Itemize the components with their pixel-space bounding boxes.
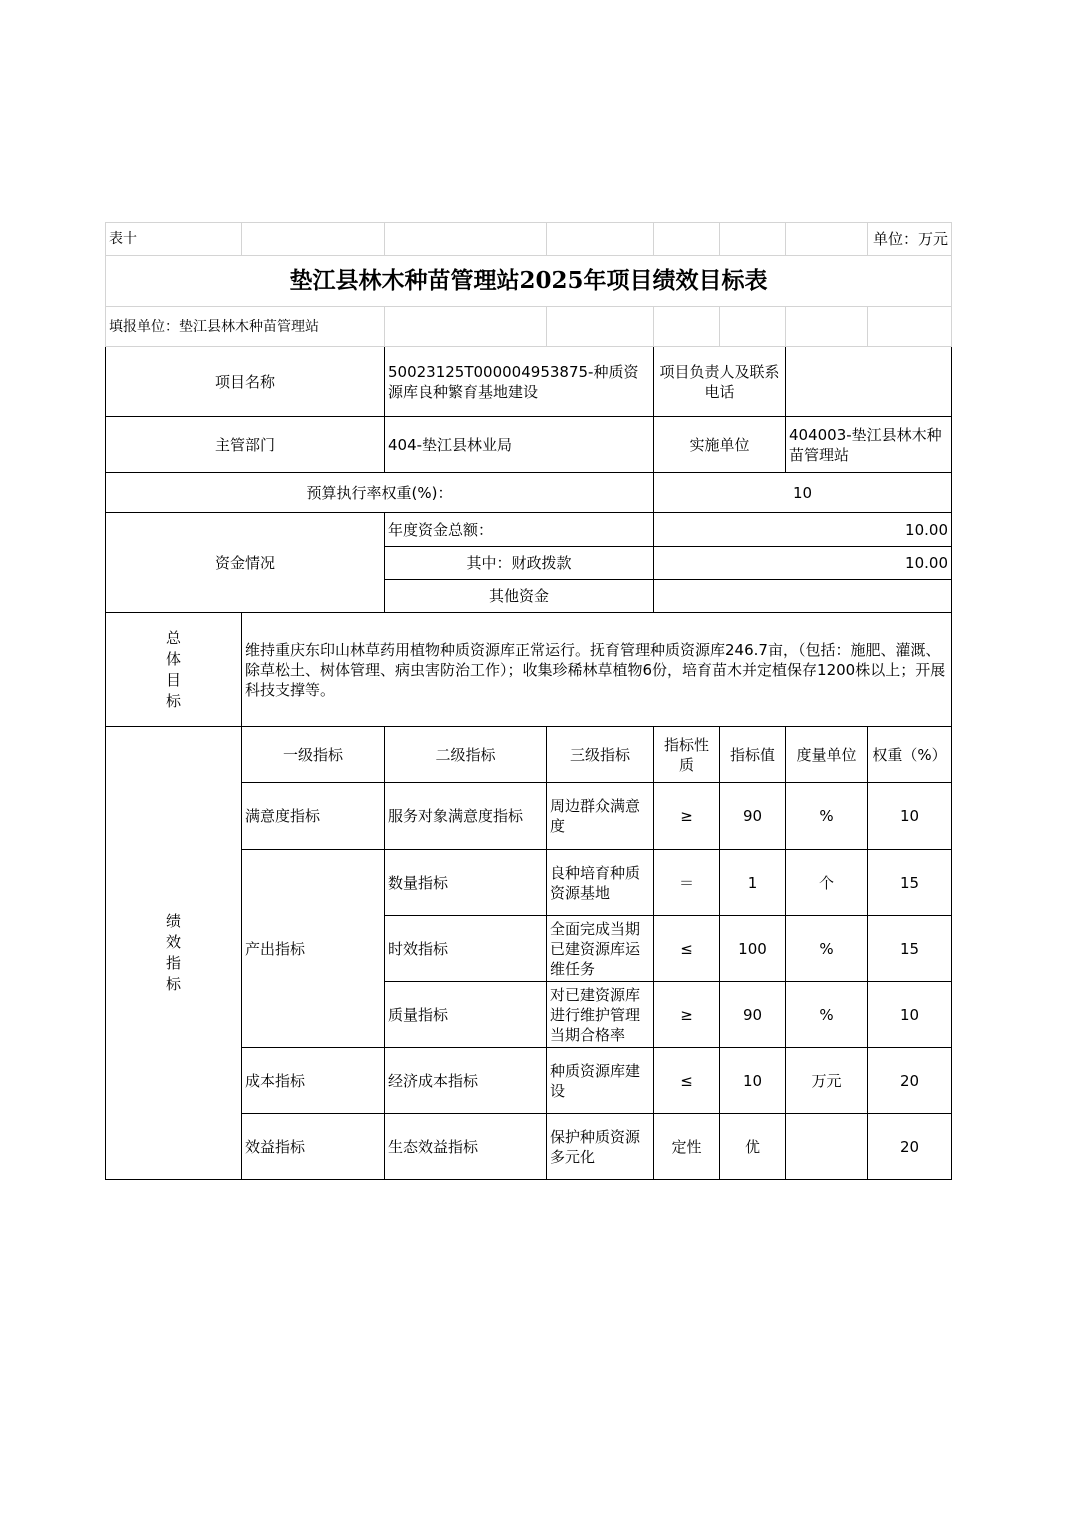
indicators-label-text: 绩效指标 [166, 912, 182, 993]
performance-target-table [105, 222, 952, 1180]
level2-cell: 生态效益指标 [385, 1114, 547, 1180]
level3-cell: 种质资源库建设 [547, 1048, 654, 1114]
level1-cell: 满意度指标 [242, 783, 385, 850]
performance-target-sheet [105, 222, 951, 1180]
header-weight: 权重（%） [868, 727, 952, 783]
level3-cell: 保护种质资源多元化 [547, 1114, 654, 1180]
overall-goal-label-text: 总体目标 [166, 628, 182, 710]
header-level3: 三级指标 [547, 727, 654, 783]
funds-label: 资金情况 [106, 513, 385, 613]
level3-cell: 良种培育种质资源基地 [547, 850, 654, 916]
funds-fiscal-label: 其中：财政拨款 [385, 547, 654, 580]
weight-cell: 15 [868, 850, 952, 916]
value-cell: 1 [720, 850, 786, 916]
nature-cell: ≥ [654, 783, 720, 850]
weight-cell: 20 [868, 1114, 952, 1180]
value-cell: 优 [720, 1114, 786, 1180]
level1-cell: 效益指标 [242, 1114, 385, 1180]
header-level1: 一级指标 [242, 727, 385, 783]
value-cell: 100 [720, 916, 786, 982]
nature-cell: ≤ [654, 916, 720, 982]
nature-cell: ≤ [654, 1048, 720, 1114]
dept-value: 404-垫江县林业局 [385, 417, 654, 473]
value-cell: 10 [720, 1048, 786, 1114]
budget-weight-value: 10 [654, 473, 952, 513]
contact-label: 项目负责人及联系电话 [654, 347, 786, 417]
level3-cell: 对已建资源库进行维护管理当期合格率 [547, 982, 654, 1048]
contact-value [786, 347, 952, 417]
unit-cell: % [786, 982, 868, 1048]
weight-cell: 10 [868, 783, 952, 850]
value-cell: 90 [720, 982, 786, 1048]
level1-cell: 成本指标 [242, 1048, 385, 1114]
header-nature: 指标性质 [654, 727, 720, 783]
overall-goal-label [106, 613, 242, 727]
project-name-value: 50023125T000004953875-种质资源库良种繁育基地建设 [385, 347, 654, 417]
project-name-label: 项目名称 [106, 347, 385, 417]
level3-cell: 全面完成当期已建资源库运维任务 [547, 916, 654, 982]
weight-cell: 15 [868, 916, 952, 982]
header-value: 指标值 [720, 727, 786, 783]
level3-cell: 周边群众满意度 [547, 783, 654, 850]
currency-unit: 单位：万元 [868, 223, 952, 256]
overall-goal-text: 维持重庆东印山林草药用植物种质资源库正常运行。抚育管理种质资源库246.7亩，（包括：施肥、灌溉、除草松土、树体管理、病虫害防治工作）；收集珍稀林草植物6份，培育苗木并定植保存1200株以上；开展科技支撑等。 [242, 613, 952, 727]
level2-cell: 质量指标 [385, 982, 547, 1048]
level2-cell: 数量指标 [385, 850, 547, 916]
budget-weight-label: 预算执行率权重(%)： [106, 473, 654, 513]
level2-cell: 经济成本指标 [385, 1048, 547, 1114]
nature-cell: ＝ [654, 850, 720, 916]
nature-cell: 定性 [654, 1114, 720, 1180]
level2-cell: 时效指标 [385, 916, 547, 982]
filler-unit: 填报单位：垫江县林木种苗管理站 [106, 307, 385, 347]
unit-cell: 个 [786, 850, 868, 916]
unit-cell: % [786, 783, 868, 850]
weight-cell: 10 [868, 982, 952, 1048]
funds-fiscal-value: 10.00 [654, 547, 952, 580]
funds-other-label: 其他资金 [385, 580, 654, 613]
header-level2: 二级指标 [385, 727, 547, 783]
table-number: 表十 [106, 223, 242, 256]
page-title: 垫江县林木种苗管理站2025年项目绩效目标表 [106, 256, 952, 307]
funds-total-label: 年度资金总额： [385, 513, 654, 547]
level1-cell: 产出指标 [242, 850, 385, 1048]
unit-cell [786, 1114, 868, 1180]
level2-cell: 服务对象满意度指标 [385, 783, 547, 850]
nature-cell: ≥ [654, 982, 720, 1048]
impl-unit-label: 实施单位 [654, 417, 786, 473]
dept-label: 主管部门 [106, 417, 385, 473]
indicators-label [106, 727, 242, 1180]
impl-unit-value: 404003-垫江县林木种苗管理站 [786, 417, 952, 473]
funds-other-value [654, 580, 952, 613]
header-unit: 度量单位 [786, 727, 868, 783]
funds-total-value: 10.00 [654, 513, 952, 547]
weight-cell: 20 [868, 1048, 952, 1114]
value-cell: 90 [720, 783, 786, 850]
unit-cell: % [786, 916, 868, 982]
unit-cell: 万元 [786, 1048, 868, 1114]
